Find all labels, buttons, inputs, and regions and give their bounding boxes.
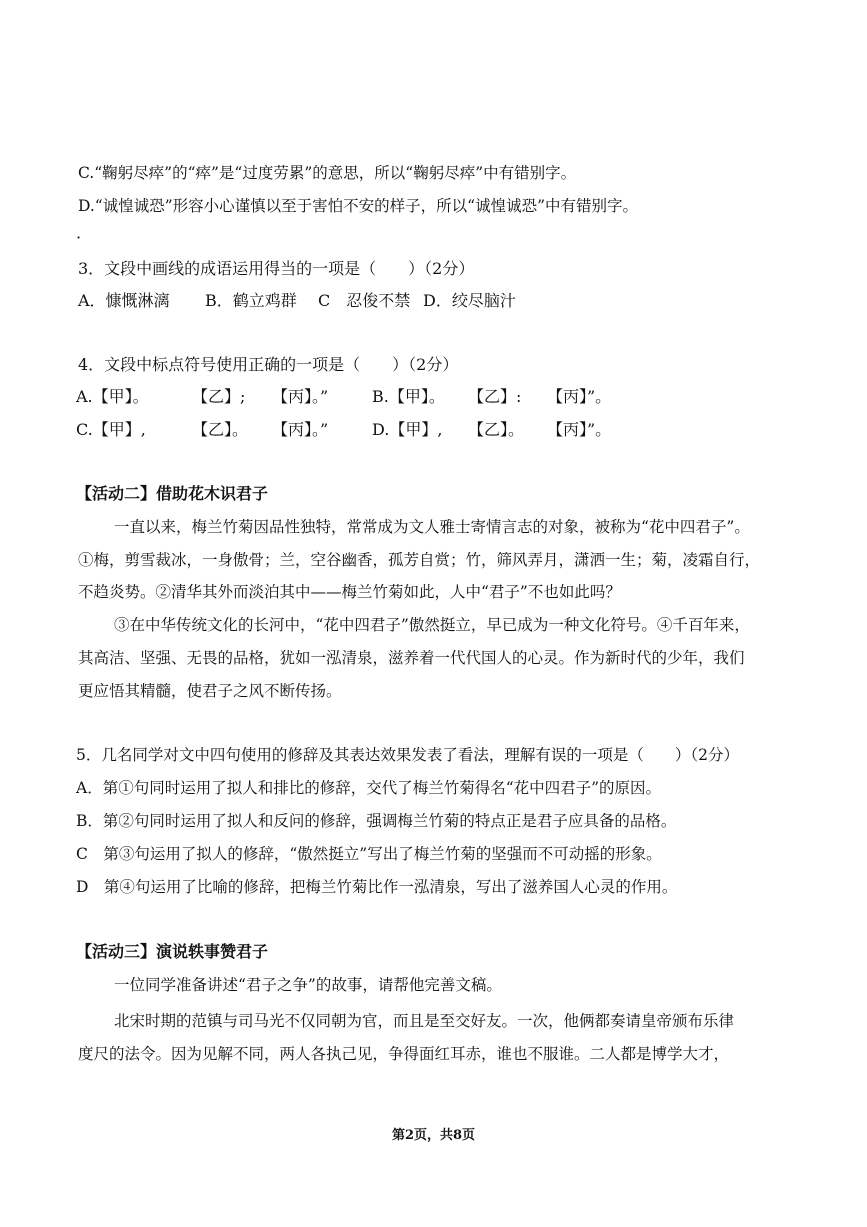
q4-a-yi: 【乙】; [192, 387, 246, 406]
q5-option-d: D 第④句运用了比喻的修辞，把梅兰竹菊比作一泓清泉，写出了滋养国人心灵的作用。 [76, 878, 678, 896]
q3-stem: 3．文段中画线的成语运用得当的一项是（ ）（2分） [78, 259, 475, 278]
q5-option-b: B．第②句同时运用了拟人和反问的修辞，强调梅兰竹菊的特点正是君子应具备的品格。 [76, 812, 677, 830]
q5-stem: 5．几名同学对文中四句使用的修辞及其表达效果发表了看法，理解有误的一项是（ ）（2分） [76, 746, 739, 764]
activity2-line-5: 其高洁、坚强、无畏的品格，犹如一泓清泉，滋养着一代代国人的心灵。作为新时代的少年，我们 [78, 649, 745, 667]
activity3-line-1: 北宋时期的范镇与司马光不仅同朝为官，而且是至交好友。一次，他俩都奏请皇帝颁布乐律 [114, 1012, 735, 1030]
q3-option-a: A．慷慨淋漓 [78, 291, 170, 310]
q4-c-yi: 【乙】。 [192, 420, 249, 439]
activity2-line-6: 更应悟其精髓，使君子之风不断传扬。 [78, 682, 342, 700]
q4-stem: 4．文段中标点符号使用正确的一项是（ ）（2分） [78, 355, 459, 374]
q4-d-bing: 【丙】”。 [547, 420, 612, 439]
activity2-line-1: 一直以来，梅兰竹菊因品性独特，常常成为文人雅士寄情言志的对象，被称为“花中四君子”。 [114, 518, 750, 536]
activity2-line-3: 不趋炎势。②清华其外而淡泊其中——梅兰竹菊如此，人中“君子”不也如此吗？ [78, 583, 621, 601]
activity2-line-2: ①梅，剪雪裁冰，一身傲骨；兰，空谷幽香，孤芳自赏；竹，筛风弄月，潇洒一生；菊，凌霜自行， [78, 551, 761, 569]
q4-d-jia: D.【甲】, [372, 420, 443, 439]
q5-option-c: C 第③句运用了拟人的修辞，“傲然挺立”写出了梅兰竹菊的坚强而不可动摇的形象。 [76, 845, 662, 863]
activity3-heading: 【活动三】演说轶事赞君子 [76, 942, 269, 961]
q5-option-a: A．第①句同时运用了拟人和排比的修辞，交代了梅兰竹菊得名“花中四君子”的原因。 [76, 779, 662, 797]
q4-c-bing: 【丙】。” [272, 420, 329, 439]
activity3-intro: 一位同学准备讲述“君子之争”的故事，请帮他完善文稿。 [114, 976, 502, 994]
q2-option-c: C.“鞠躬尽瘁”的“瘁”是“过度劳累”的意思，所以“鞠躬尽瘁”中有错别字。 [78, 164, 577, 182]
q3-option-d: D．绞尽脑汁 [423, 291, 516, 310]
q3-option-b: B．鹤立鸡群 [205, 291, 297, 310]
activity2-heading: 【活动二】借助花木识君子 [76, 484, 269, 503]
q4-b-jia: B.【甲】。 [372, 387, 445, 406]
q4-a-jia: A.【甲】。 [76, 387, 149, 406]
q4-d-yi: 【乙】。 [468, 420, 525, 439]
q4-a-bing: 【丙】。” [272, 387, 329, 406]
q4-c-jia: C.【甲】, [76, 420, 146, 439]
page-number: 第2页，共8页 [391, 1128, 476, 1143]
stray-dot: · [76, 228, 82, 247]
activity3-line-2: 度尺的法令。因为见解不同，两人各执己见，争得面红耳赤，谁也不服谁。二人都是博学大才， [78, 1045, 730, 1063]
q4-b-yi: 【乙】: [468, 387, 522, 406]
q3-option-c: C 忍俊不禁 [318, 291, 411, 310]
q4-b-bing: 【丙】”。 [547, 387, 612, 406]
q2-option-d: D.“诚惶诚恐”形容小心谨慎以至于害怕不安的样子，所以“诚惶诚恐”中有错别字。 [78, 197, 639, 215]
activity2-line-4: ③在中华传统文化的长河中，“花中四君子”傲然挺立，早已成为一种文化符号。④千百年来， [114, 616, 750, 634]
